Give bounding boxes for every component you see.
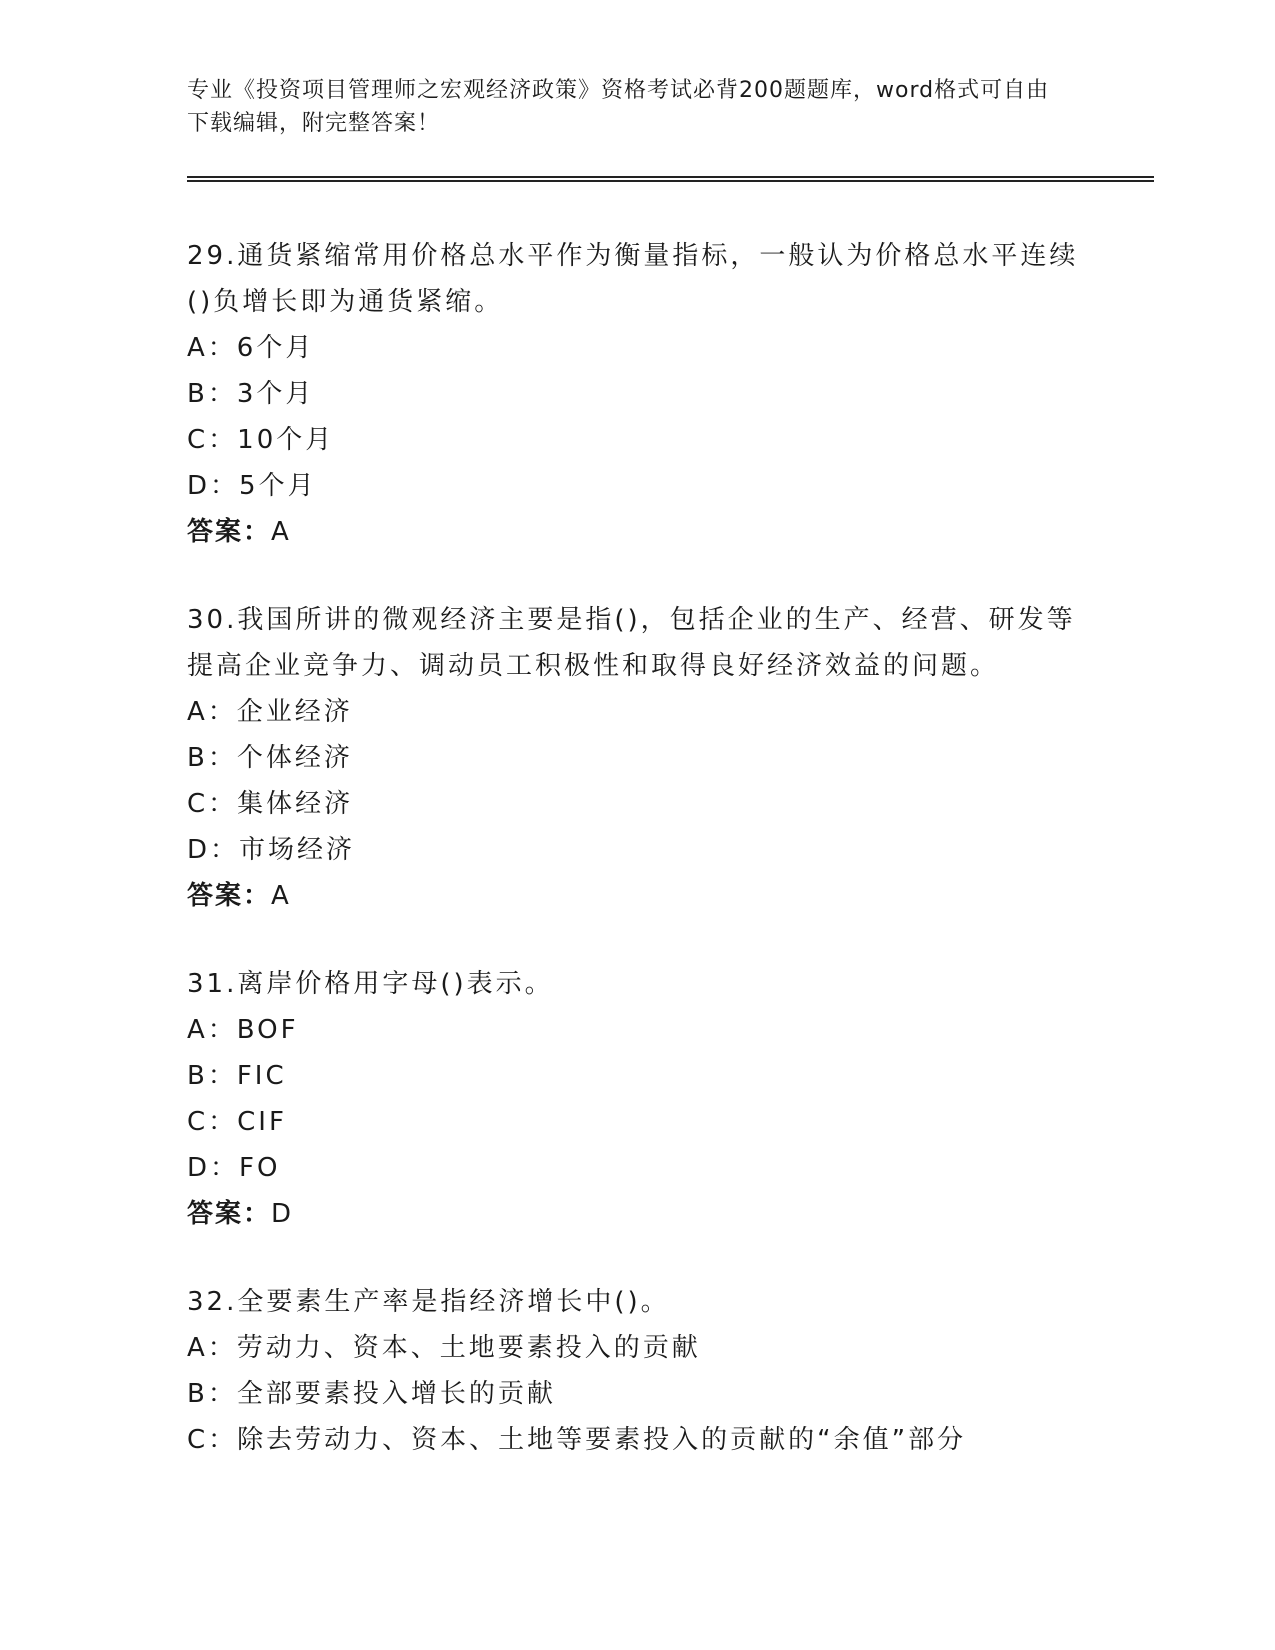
option-key: B： [187,743,237,773]
option-list [187,325,1087,509]
option-key: A： [187,697,237,727]
option-text: 个体经济 [236,743,353,773]
option-key: D： [187,1153,240,1183]
option-text: CIF [237,1107,287,1137]
answer-value: D [271,1199,292,1229]
answer-label: 答案： [187,881,272,911]
answer-line [187,873,1087,919]
option-d [187,463,1087,509]
question-31 [187,961,1087,1237]
option-text: 企业经济 [236,697,353,727]
option-text: 6个月 [236,333,315,363]
option-list [187,1007,1087,1191]
option-text: 全部要素投入增长的贡献 [236,1379,556,1409]
answer-value: A [271,881,289,911]
question-29 [187,233,1087,555]
option-key: B： [187,379,237,409]
option-key: A： [187,1015,237,1045]
answer-label: 答案： [187,517,272,547]
option-b [187,735,1087,781]
option-d [187,827,1087,873]
option-text: 市场经济 [239,835,356,865]
option-text: 集体经济 [237,789,354,819]
option-text: 5个月 [239,471,317,501]
option-key: D： [187,835,240,865]
answer-value: A [271,517,289,547]
answer-line [187,1191,1087,1237]
answer-line [187,509,1087,555]
option-key: C： [187,1425,238,1455]
answer-label: 答案： [187,1199,272,1229]
option-list [187,689,1087,873]
option-a [187,1325,1087,1371]
option-b [187,371,1087,417]
option-key: A： [187,1333,237,1363]
question-stem: 29.通货紧缩常用价格总水平作为衡量指标，一般认为价格总水平连续()负增长即为通货紧缩。 [187,241,1079,317]
option-c [187,781,1087,827]
header-double-rule [187,176,1154,182]
option-key: C： [187,789,238,819]
option-text: FIC [236,1061,287,1091]
option-list [187,1325,1087,1463]
option-text: 3个月 [236,379,315,409]
option-b [187,1053,1087,1099]
option-c [187,1099,1087,1145]
question-stem: 32.全要素生产率是指经济增长中()。 [187,1287,670,1317]
option-text: BOF [236,1015,299,1045]
question-stem: 30.我国所讲的微观经济主要是指()，包括企业的生产、经营、研发等提高企业竞争力、调动员工积极性和取得良好经济效益的问题。 [187,605,1076,681]
option-a [187,689,1087,735]
question-32 [187,1279,1087,1463]
option-text: 除去劳动力、资本、土地等要素投入的贡献的“余值”部分 [237,1425,967,1455]
option-key: C： [187,425,238,455]
option-d [187,1145,1087,1191]
option-key: B： [187,1379,237,1409]
option-text: 劳动力、资本、土地要素投入的贡献 [236,1333,701,1363]
option-text: FO [239,1153,281,1183]
option-key: A： [187,333,237,363]
option-key: D： [187,471,240,501]
option-c [187,417,1087,463]
question-stem: 31.离岸价格用字母()表示。 [187,969,554,999]
option-text: 10个月 [237,425,335,455]
option-a [187,1007,1087,1053]
question-30 [187,597,1087,919]
option-c [187,1417,1087,1463]
header-title: 专业《投资项目管理师之宏观经济政策》资格考试必背200题题库，word格式可自由下载编辑，附完整答案！ [187,78,1050,136]
option-key: B： [187,1061,237,1091]
document-header [187,74,1067,140]
question-list [187,233,1087,1505]
option-b [187,1371,1087,1417]
option-key: C： [187,1107,238,1137]
option-a [187,325,1087,371]
